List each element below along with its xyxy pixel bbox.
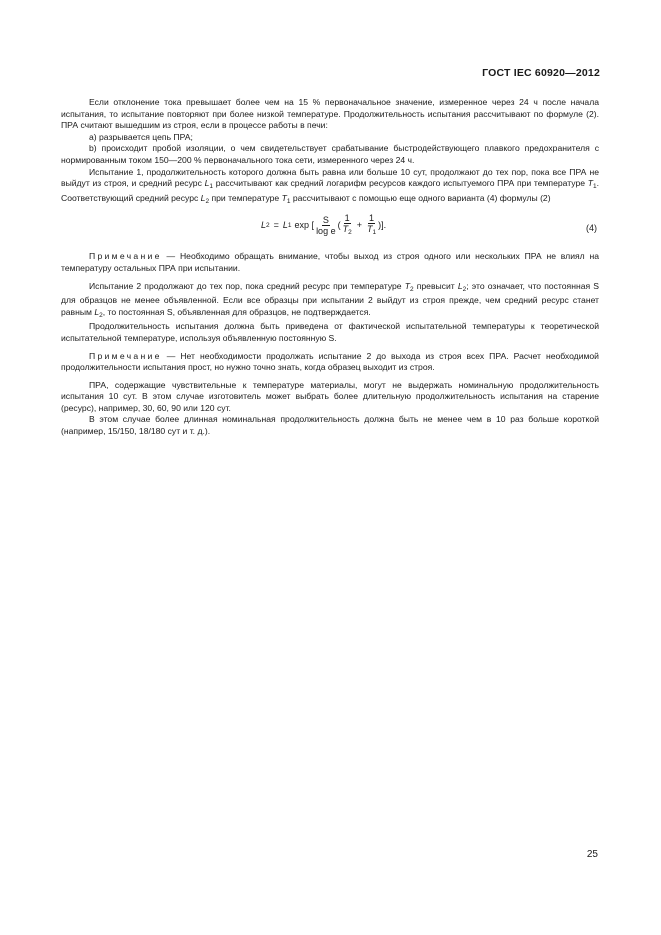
fraction-s-loge: $\frac{S}{\text{log e}}$	[316, 215, 336, 237]
note-2: Примечание — Нет необходимости продолжать испытание 2 до выхода из строя всех ПРА. Расчет необходимой продолжительности испытания прост, но нужно точно знать, когда образец выходит из строя.	[61, 350, 599, 373]
formula-4	[61, 211, 599, 245]
formula-number: (4)	[586, 223, 597, 234]
paragraph-test-1: Испытание 1, продолжительность которого должна быть равна или больше 10 сут, продолжают до тех пор, пока все ПРА не выйдут из строя, и средний ресурс $L_1$ рассчитывают как средний логарифм ресурсов каждого испытуемого ПРА при температуре $T_1$. Соответствующий средний ресурс $L_2$ при температуре $T_1$ рассчитывают с помощью еще одного варианта (4) формулы (2)	[61, 166, 599, 205]
note-1: Примечание — Необходимо обращать внимание, чтобы выход из строя одного или нескольких ПРА не влиял на температуру остальных ПРА при испытании.	[61, 251, 599, 273]
paragraph-longer-duration: В этом случае более длинная номинальная продолжительность должна быть не менее чем в 10 раз больше короткой (например, 15/150, 18/180 сут и т. д.).	[61, 414, 599, 437]
page-number: 25	[586, 849, 598, 860]
fraction-1-t1: $\frac{1}{T_1}$	[366, 213, 377, 237]
paragraph-current-deviation: Если отклонение тока превышает более чем на 15 % первоначальное значение, измеренное через 24 ч после начала испытания, то испытание повторяют при более низкой температуре. Продолжительность испытания рассчитывают по формуле (2). ПРА считают вышедшим из строя, если в процессе работы в печи:	[61, 97, 599, 131]
list-item-b: b) происходит пробой изоляции, о чем свидетельствует срабатывание быстродействующего плавкого предохранителя с нормированным током 150—200 % первоначального тока сети, измеренного через 24 ч.	[61, 143, 599, 165]
note-label: Примечание	[89, 251, 162, 262]
fraction-1-t2: $\frac{1}{T_2}$	[342, 213, 352, 237]
paragraph-test-duration: Продолжительность испытания должна быть приведена от фактической испытательной температуры к теоретической испытательной температуре, используя объявленную постоянную S.	[61, 321, 599, 343]
list-item-a: a) разрывается цепь ПРА;	[89, 131, 193, 142]
paragraph-test-2: Испытание 2 продолжают до тех пор, пока средний ресурс при температуре $T_2$ превысит $L_2$; это означает, что постоянная S для образцов не менее объявленной. Если все образцы при испытании 2 выйдут из строя прежде, чем средний ресурс станет равным $L_2$, то постоянная S, объявленная для образцов, не подтверждается.	[61, 280, 599, 319]
paragraph-sensitive-materials: ПРА, содержащие чувствительные к температуре материалы, могут не выдержать номинальную продолжительность испытания 10 сут. В этом случае изготовитель может выбрать более длительную продолжительность испытания на старение (ресурс), например, 30, 60, 90 или 120 сут.	[61, 379, 599, 413]
document-body	[61, 97, 599, 438]
formula-expression: L 2 = L 1 exp [ $\frac{S}{\text{log e}}$ ( $\frac{1}{T_2}$ + $\frac{1}{T_1}$ )].	[261, 213, 387, 237]
document-header: ГОСТ IEC 60920—2012	[482, 67, 600, 79]
note-label: Примечание	[89, 350, 162, 361]
